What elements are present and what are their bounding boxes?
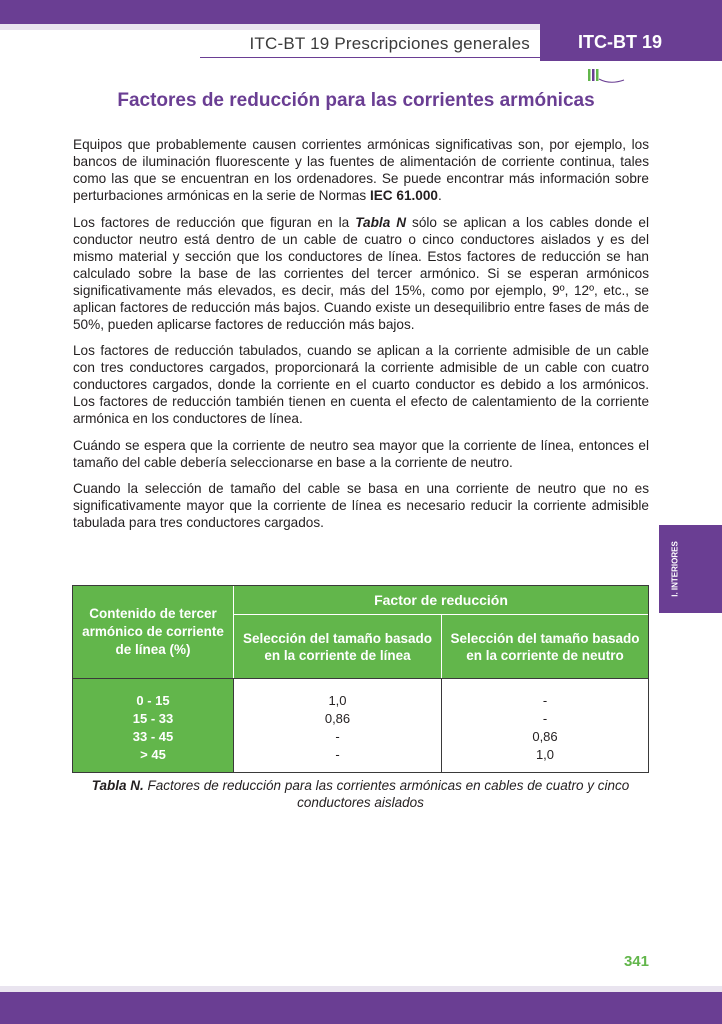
table-divider [441,615,442,678]
paragraph-text: Equipos que probablemente causen corrientes armónicas significativas son, por ejemplo, los bancos de iluminación fluorescente y las fuentes de alimentación de corriente continua, tales como las que se encuentran en los ordenadores. Se puede encontrar más información sobre perturbaciones armónicas en la serie de Normas [73,137,649,203]
paragraph [73,214,649,333]
table-cell-neutral: 0,86 [532,729,558,744]
table-cell-line: - [335,729,340,744]
caption-label: Tabla N. [91,778,144,793]
standard-reference: IEC 61.000 [369,188,438,203]
publisher-logo [586,66,626,88]
paragraph: Cuándo se espera que la corriente de neutro sea mayor que la corriente de línea, entonces el tamaño del cable debería seleccionarse en base a la corriente de neutro. [73,437,649,470]
paragraph-text: Los factores de reducción que figuran en la [73,214,356,230]
page-title: Factores de reducción para las corrientes armónicas [117,90,595,111]
body-text [73,136,649,541]
paragraph: Los factores de reducción tabulados, cuando se aplican a la corriente admisible de un cable con tres conductores cargados, proporcionará la corriente admisible de un cable con cuatro conductores cargados, donde la corriente en el cuarto conductor es debido a los armónicos. Los factores de reducción también tienen en cuenta el efecto de calentamiento de la corriente armónica en los conductores de línea. [73,343,649,426]
paragraph [73,136,649,204]
table-cell-neutral: 1,0 [535,747,555,762]
page-number: 341 [623,953,649,970]
header-divider [200,57,540,58]
table-cell-neutral: - [542,693,548,708]
table-cell-range: 15 - 33 [132,711,174,726]
table-caption [72,777,649,811]
caption-text: Factores de reducción para las corrientes armónicas en cables de cuatro y cinco conductores aislados [143,778,630,810]
table-header-harmonic-content: Contenido de tercer armónico de corriente de línea (%) [73,586,233,678]
table-column-ranges [73,679,233,772]
paragraph-text: sólo se aplican a los cables donde el conductor neutro está dentro de un cable de cuatro o cinco conductores aislados y es del mismo material y sección que los conductores de línea. Estos factores de reducción se han calculado sobre la base de las corrientes del tercer armónico. Si se esperan armónicos significativamente más elevados, es decir, más del 15%, como por ejemplo, 9º, 12º, etc., se aplican factores de reducción más bajos. Cuando existe un desequilibrio entre fases de más de 50%, pueden aplicarse factores de reducción más bajos. [73,214,650,332]
chapter-side-tab [659,525,722,613]
table-cell-range: 33 - 45 [132,729,174,744]
reduction-factors-table [72,585,649,773]
table-cell-neutral: - [542,711,548,726]
header-badge-label: ITC-BT 19 [578,32,663,52]
table-reference: Tabla N [355,214,407,230]
table-cell-range: > 45 [140,747,166,762]
table-header-neutral-selection: Selección del tamaño basado en la corriente de neutro [442,615,648,678]
header-badge [540,24,722,61]
table-divider [233,586,234,678]
table-cell-line: 1,0 [328,693,347,708]
table-cell-line: 0,86 [324,711,351,726]
table-column-line [234,679,441,772]
paragraph: Cuando la selección de tamaño del cable se basa en una corriente de neutro que no es significativamente mayor que la corriente de línea es necesario reducir la corriente admisible tabulada para tres conductores cargados. [73,481,649,530]
header-section-title: ITC-BT 19 Prescripciones generales [249,34,530,53]
table-cell-line: - [335,747,340,762]
side-tab-label: I. INTERIORES [670,541,680,597]
table-cell-range: 0 - 15 [136,693,170,708]
top-bar [0,0,722,24]
paragraph-text: . [437,188,442,203]
table-header-factor: Factor de reducción [234,586,648,614]
bottom-bar [0,992,722,1024]
table-column-neutral [442,679,648,772]
table-header-line-selection: Selección del tamaño basado en la corriente de línea [234,615,441,678]
